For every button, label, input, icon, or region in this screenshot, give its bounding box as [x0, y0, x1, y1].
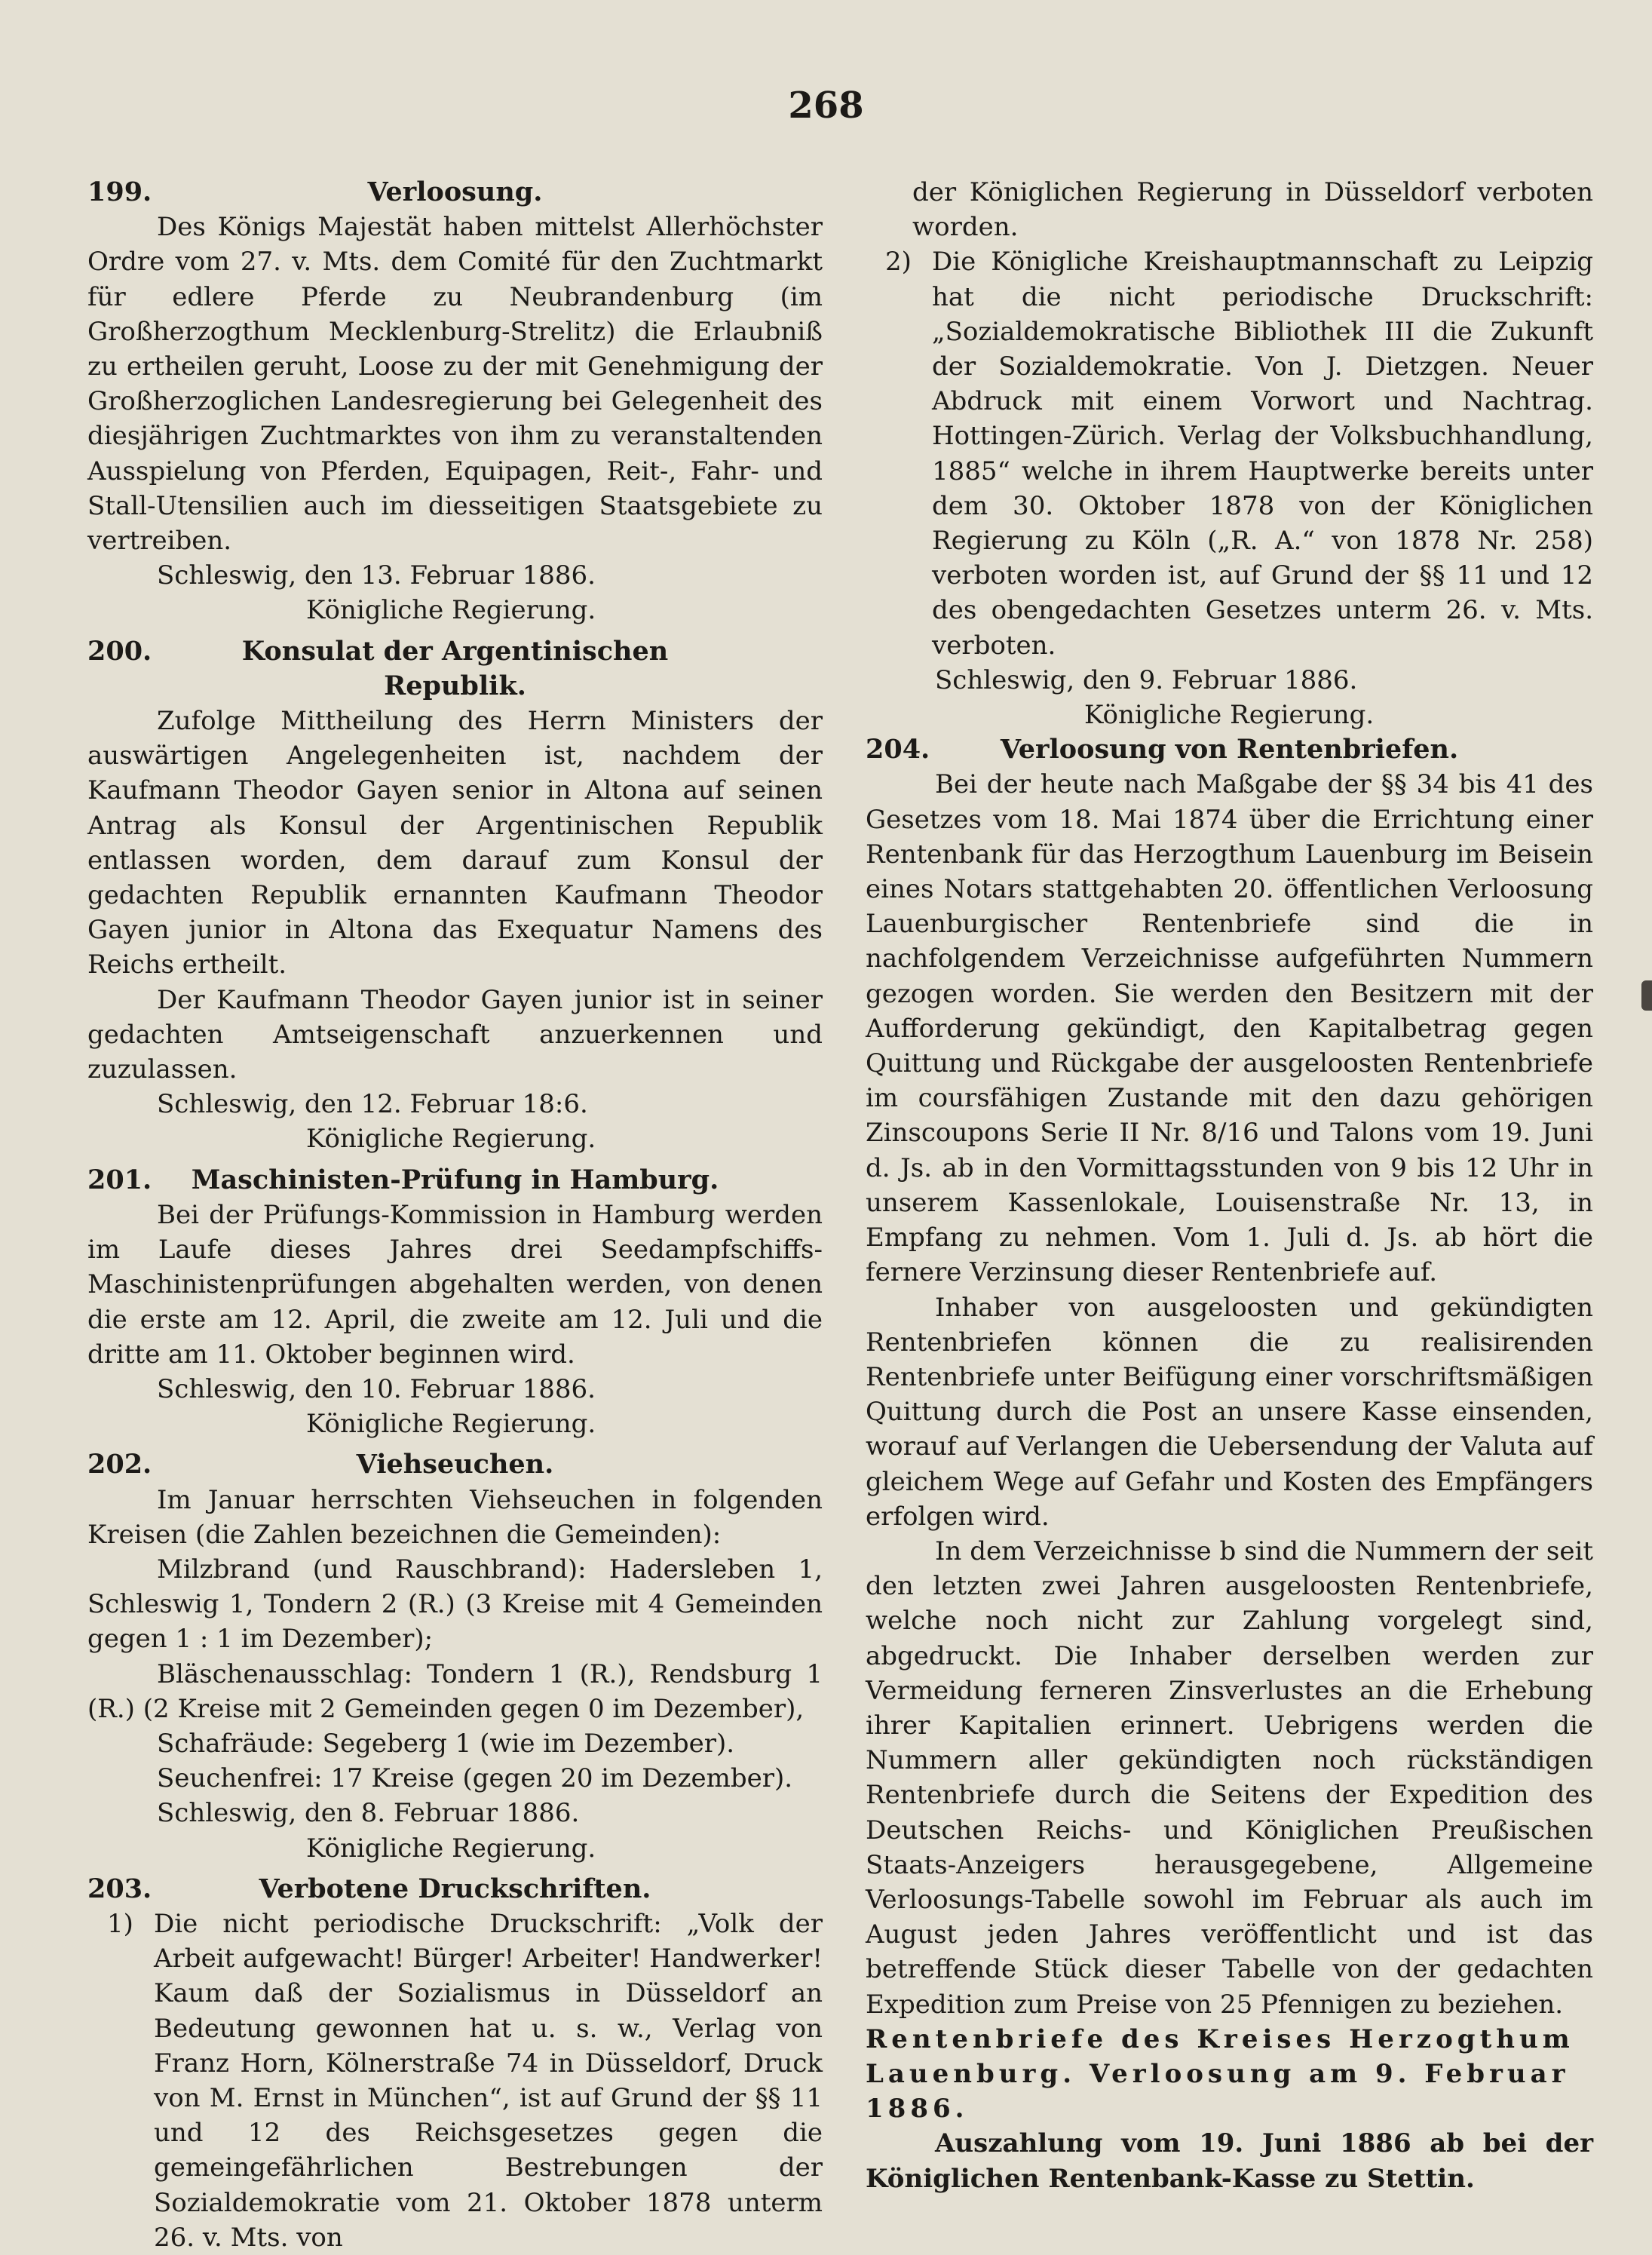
section-199-heading	[87, 175, 823, 210]
section-number: 202.	[87, 1449, 152, 1480]
section-204-paragraph-3: In dem Verzeichnisse b sind die Nummern der seit den letzten zwei Jahren ausgeloosten Rentenbriefe, welche noch nicht zur Zahlung vorgelegt sind, abgedruckt. Die Inhaber derselben werden zur Vermeidung ferneren Zinsverlustes an die Erhebung ihrer Kapitalien erinnert. Uebrigens werden die Nummern aller gekündigten noch rückständigen Rentenbriefe durch die Seitens der Expedition des Deutschen Reichs- und Königlichen Preußischen Staats-Anzeigers herausgegebene, Allgemeine Verloosungs-Tabelle sowohl im Februar als auch im August jeden Jahres veröffentlicht und ist das betreffende Stück dieser Tabelle von der gedachten Expedition zum Preise von 25 Pfennigen zu beziehen.	[866, 1536, 1593, 2020]
section-201-signature: Königliche Regierung.	[306, 1409, 596, 1440]
section-202-seuchenfrei: Seuchenfrei: 17 Kreise (gegen 20 im Dezember).	[157, 1763, 793, 1794]
section-202-heading	[87, 1447, 823, 1482]
left-column	[87, 175, 823, 2255]
section-number: 199.	[87, 176, 152, 207]
section-title: Konsulat der Argentinischen Republik.	[241, 635, 669, 701]
section-199-body: Des Königs Majestät haben mittelst Allerhöchster Ordre vom 27. v. Mts. dem Comité für den Zuchtmarkt für edlere Pferde zu Neubrandenburg (im Großherzogthum Mecklenburg-Strelitz) die Erlaubniß zu ertheilen geruht, Loose zu der mit Genehmigung der Großherzoglichen Landesregierung bei Gelegenheit des diesjährigen Zuchtmarktes von ihm zu veranstaltenden Ausspielung von Pferden, Equipagen, Reit-, Fahr- und Stall-Utensilien auch im diesseitigen Staatsgebiete zu vertreiben.	[87, 212, 823, 557]
section-202-body: Im Januar herrschten Viehseuchen in folgenden Kreisen (die Zahlen bezeichnen die Gemeinden):	[87, 1484, 823, 1550]
section-203-signature: Königliche Regierung.	[1084, 700, 1375, 731]
section-203-heading	[87, 1872, 823, 1907]
section-title: Verbotene Druckschriften.	[259, 1873, 651, 1904]
item-number: 2)	[885, 247, 912, 278]
section-200-place: Schleswig, den 12. Februar 18:6.	[157, 1089, 588, 1120]
item-number: 1)	[107, 1908, 133, 1939]
section-203-item-1-continued: der Königlichen Regierung in Düsseldorf verboten worden.	[912, 177, 1593, 243]
section-201-place: Schleswig, den 10. Februar 1886.	[157, 1373, 596, 1404]
section-number: 203.	[87, 1873, 152, 1904]
page-number: 268	[788, 84, 864, 127]
section-203-place: Schleswig, den 9. Februar 1886.	[935, 664, 1358, 695]
section-204-spaced-heading: Rentenbriefe des Kreises Herzogthum Lauenburg. Verloosung am 9. Februar 1886.	[866, 2023, 1574, 2125]
section-200-body-2: Der Kaufmann Theodor Gayen junior ist in seiner gedachten Amtseigenschaft anzuerkennen und zuzulassen.	[87, 984, 823, 1085]
section-201-body: Bei der Prüfungs-Kommission in Hamburg werden im Laufe dieses Jahres drei Seedampfschiffs-Maschinistenprüfungen abgehalten werden, von denen die erste am 12. April, die zweite am 12. Juli und die dritte am 11. Oktober beginnen wird.	[87, 1199, 823, 1370]
section-204-closing: Auszahlung vom 19. Juni 1886 ab bei der Königlichen Rentenbank-Kasse zu Stettin.	[866, 2128, 1593, 2194]
section-200-heading	[87, 634, 823, 704]
section-203-item-2	[866, 244, 1593, 662]
section-202-place: Schleswig, den 8. Februar 1886.	[157, 1798, 580, 1829]
section-199-signature: Königliche Regierung.	[306, 595, 596, 626]
item-text: Die nicht periodische Druckschrift: „Volk der Arbeit aufgewacht! Bürger! Arbeiter! Handwerker! Kaum daß der Sozialismus in Düsseldorf an Bedeutung gewonnen hat u. s. w., Verlag von Franz Horn, Kölnerstraße 74 in Düsseldorf, Druck von M. Ernst in München“, ist auf Grund der §§ 11 und 12 des Reichsgesetzes gegen die gemeingefährlichen Bestrebungen der Sozialdemokratie vom 21. Oktober 1878 unterm 26. v. Mts. von	[154, 1908, 823, 2253]
edge-mark	[1641, 980, 1652, 1011]
section-203-item-1	[87, 1907, 823, 2255]
section-title: Verloosung.	[367, 176, 543, 207]
section-title: Verloosung von Rentenbriefen.	[1000, 734, 1459, 765]
item-text: Die Königliche Kreishauptmannschaft zu Leipzig hat die nicht periodische Druckschrift: „Sozialdemokratische Bibliothek III die Zukunft der Sozialdemokratie. Von J. Dietzgen. Neuer Abdruck mit einem Vorwort und Nachtrag. Hottingen-Zürich. Verlag der Volksbuchhandlung, 1885“ welche in ihrem Hauptwerke bereits unter dem 30. Oktober 1878 von der Königlichen Regierung zu Köln („R. A.“ von 1878 Nr. 258) verboten worden ist, auf Grund der §§ 11 und 12 des obengedachten Gesetzes unterm 26. v. Mts. verboten.	[932, 247, 1593, 661]
section-204-heading	[866, 732, 1593, 767]
section-204-paragraph-2: Inhaber von ausgeloosten und gekündigten Rentenbriefen können die zu realisirenden Rentenbriefe unter Beifügung einer vorschriftsmäßigen Quittung durch die Post an unsere Kasse einsenden, worauf auf Verlangen die Uebersendung der Valuta auf gleichem Wege auf Gefahr und Kosten des Empfängers erfolgen wird.	[866, 1292, 1593, 1532]
section-202-blaeschen: Bläschenausschlag: Tondern 1 (R.), Rendsburg 1 (R.) (2 Kreise mit 2 Gemeinden gegen 0 im Dezember),	[87, 1658, 823, 1724]
section-200-body-1: Zufolge Mittheilung des Herrn Ministers der auswärtigen Angelegenheiten ist, nachdem der Kaufmann Theodor Gayen senior in Altona auf seinen Antrag als Konsul der Argentinischen Republik entlassen worden, dem darauf zum Konsul der gedachten Republik ernannten Kaufmann Theodor Gayen junior in Altona das Exequatur Namens des Reichs ertheilt.	[87, 706, 823, 980]
section-number: 201.	[87, 1164, 152, 1195]
section-199-place: Schleswig, den 13. Februar 1886.	[157, 560, 596, 591]
section-202-schafraeude: Schafräude: Segeberg 1 (wie im Dezember).	[157, 1728, 735, 1759]
section-number: 200.	[87, 635, 152, 667]
right-column	[866, 175, 1593, 2196]
section-201-heading	[87, 1163, 823, 1198]
section-204-paragraph-1: Bei der heute nach Maßgabe der §§ 34 bis 41 des Gesetzes vom 18. Mai 1874 über die Errichtung einer Rentenbank für das Herzogthum Lauenburg im Beisein eines Notars stattgehabten 20. öffentlichen Verloosung Lauenburgischer Rentenbriefe sind die in nachfolgendem Verzeichnisse aufgeführten Nummern gezogen worden. Sie werden den Besitzern mit der Aufforderung gekündigt, den Kapitalbetrag gegen Quittung und Rückgabe der ausgeloosten Rentenbriefe im coursfähigen Zustande mit den dazu gehörigen Zinscoupons Serie II Nr. 8/16 und Talons vom 19. Juni d. Js. ab in den Vormittagsstunden von 9 bis 12 Uhr in unserem Kassenlokale, Louisenstraße Nr. 13, in Empfang zu nehmen. Vom 1. Juli d. Js. ab hört die fernere Verzinsung dieser Rentenbriefe auf.	[866, 769, 1593, 1288]
section-202-milzbrand: Milzbrand (und Rauschbrand): Hadersleben 1, Schleswig 1, Tondern 2 (R.) (3 Kreise mit 4 Gemeinden gegen 1 : 1 im Dezember);	[87, 1554, 823, 1655]
section-title: Maschinisten-Prüfung in Hamburg.	[191, 1164, 719, 1195]
section-title: Viehseuchen.	[356, 1449, 554, 1480]
section-number: 204.	[866, 734, 930, 765]
section-202-signature: Königliche Regierung.	[306, 1833, 596, 1864]
section-200-signature: Königliche Regierung.	[306, 1124, 596, 1155]
